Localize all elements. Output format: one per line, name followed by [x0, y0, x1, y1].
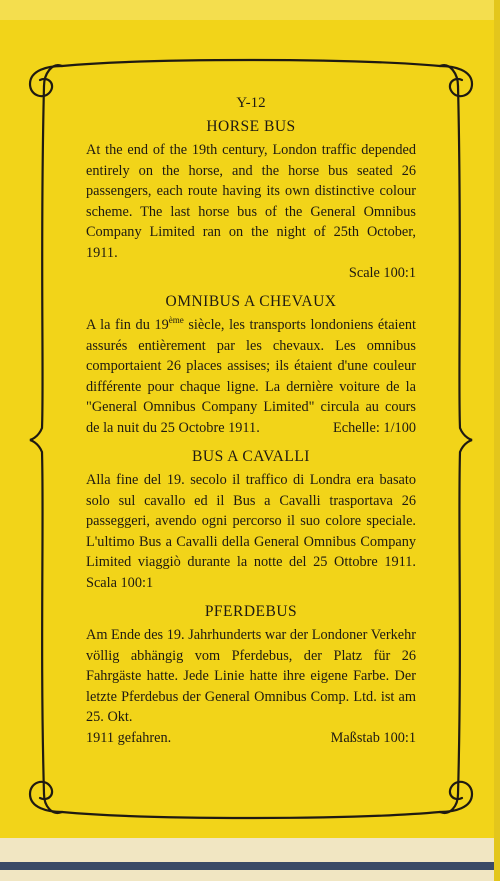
section-german	[86, 603, 416, 748]
scale-german: Maßstab 100:1	[330, 729, 416, 746]
italian-text: Alla fine del 19. secolo il traffico di Londra era basato solo sul cavallo ed il Bus a Cavalli trasportava 26 passeggeri, avendo ogni percorso il suo colore speciale. L'ultimo Bus a Cavalli della General Omnibus Company Limited viaggiò durante la notte del 25 Ottobre 1911.	[86, 472, 416, 570]
french-text-pre: A la fin du 19	[86, 317, 169, 333]
heading-italian: BUS A CAVALLI	[192, 448, 310, 465]
heading-french: OMNIBUS A CHEVAUX	[165, 293, 337, 310]
scale-english: Scale 100:1	[348, 265, 416, 281]
paragraph-italian	[86, 470, 416, 593]
paragraph-german: Am Ende des 19. Jahrhunderts war der Londoner Verkehr völlig abhängig vom Pferdebus, der Platz für 26 Fahrgäste hatte. Jede Linie hatte ihre eigene Farbe. Der letzte Pferdebus der General Omnibus Comp. Ltd. ist am 25. Okt.	[86, 627, 416, 725]
french-text-post: siècle, les transports londoniens étaient assurés entièrement par les chevaux. Les omnibus comportaient 26 places assises; ils étaient d'une couleur différente pour chaque ligne. La dernière voiture de la "General Omnibus Company Limited" circula au cours de la nuit du 25 Octobre 1911.	[86, 317, 416, 436]
section-french	[86, 293, 416, 438]
heading-german: PFERDEBUS	[204, 603, 298, 620]
section-italian	[86, 448, 416, 593]
scale-italian: Scala 100:1	[86, 574, 154, 591]
paragraph-french	[86, 315, 416, 438]
scale-french: Echelle: 1/100	[333, 419, 416, 436]
german-last-line	[86, 728, 416, 749]
heading-english: HORSE BUS	[206, 118, 296, 135]
french-superscript: ème	[168, 315, 184, 326]
model-code: Y-12	[236, 95, 266, 111]
paragraph-english: At the end of the 19th century, London traffic depended entirely on the horse, and the horse bus seated 26 passengers, each route having its own distinctive colour scheme. The last horse bus of the General Omnibus Company Limited ran on the night of 25th October, 1911.	[86, 142, 416, 261]
section-english	[86, 118, 416, 283]
german-last-left: 1911 gefahren.	[86, 729, 172, 746]
text-content	[86, 95, 416, 758]
